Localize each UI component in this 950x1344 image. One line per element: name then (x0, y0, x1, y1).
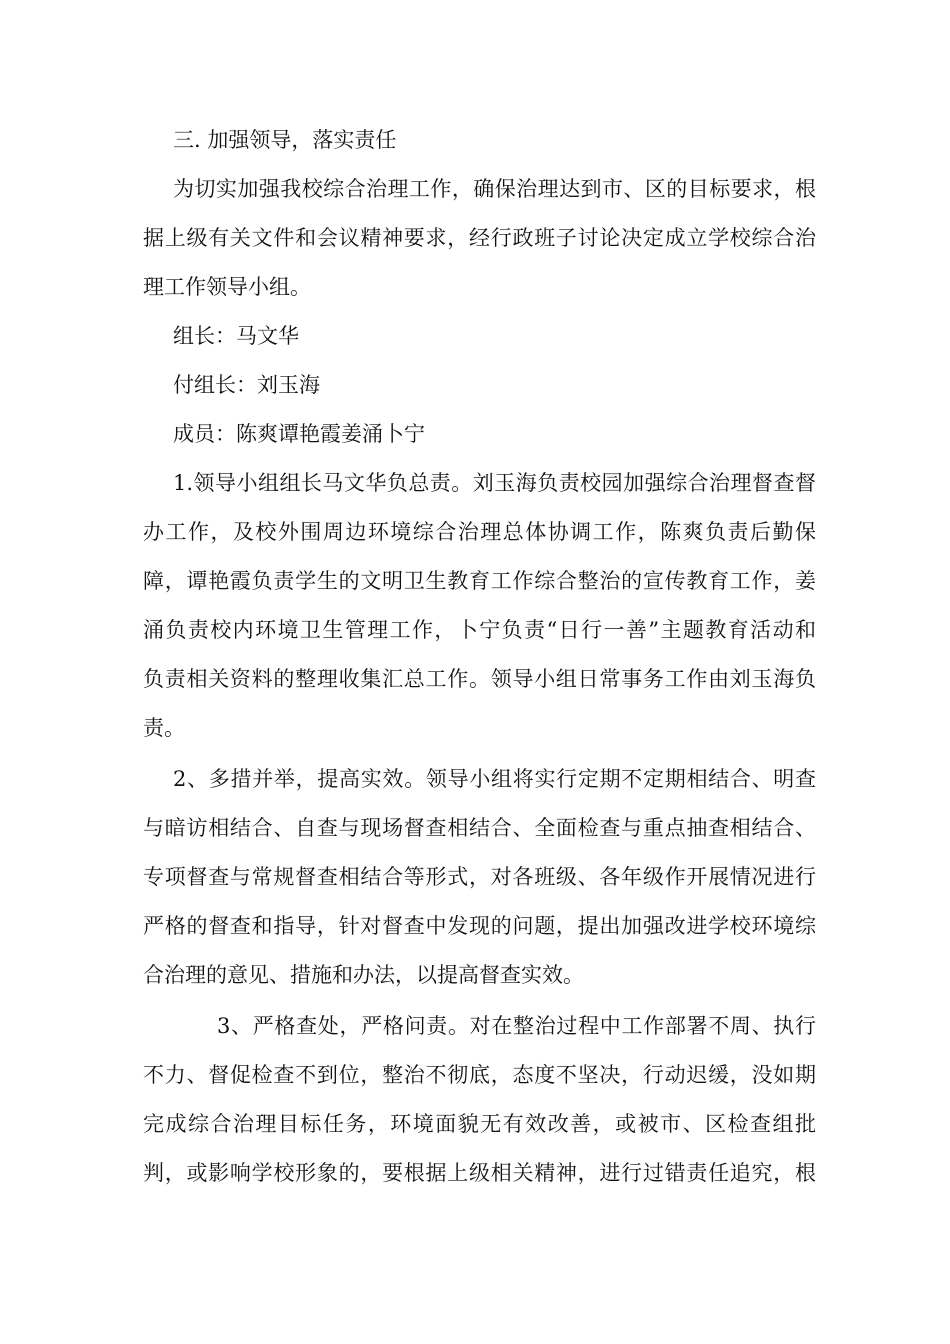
paragraph-line: 理工作领导小组。 (143, 275, 311, 299)
paragraph-line: 1.领导小组组长马文华负总责。刘玉海负责校园加强综合治理督查督 (173, 471, 816, 495)
team-leader-line: 组长：马文华 (173, 324, 299, 348)
paragraph-line: 合治理的意见、措施和办法，以提高督查实效。 (143, 963, 584, 987)
paragraph-line: 办工作，及校外围周边环境综合治理总体协调工作，陈爽负责后勤保 (143, 520, 816, 544)
paragraph-line: 责。 (143, 716, 185, 740)
paragraph-line: 与暗访相结合、自查与现场督查相结合、全面检查与重点抽查相结合、 (143, 816, 816, 840)
paragraph-line: 2、多措并举，提高实效。领导小组将实行定期不定期相结合、明查 (173, 767, 816, 791)
section-heading: 三. 加强领导，落实责任 (173, 128, 397, 152)
paragraph-line: 涌负责校内环境卫生管理工作，卜宁负责“日行一善”主题教育活动和 (143, 618, 816, 642)
paragraph-line: 完成综合治理目标任务，环境面貌无有效改善，或被市、区检查组批 (143, 1112, 816, 1136)
paragraph-line: 3、严格查处，严格问责。对在整治过程中工作部署不周、执行 (217, 1014, 816, 1038)
paragraph-line: 判，或影响学校形象的，要根据上级相关精神，进行过错责任追究，根 (143, 1161, 816, 1185)
paragraph-line: 不力、督促检查不到位，整治不彻底，态度不坚决，行动迟缓，没如期 (143, 1063, 816, 1087)
members-line: 成员：陈爽谭艳霞姜涌卜宁 (173, 422, 425, 446)
paragraph-line: 障，谭艳霞负责学生的文明卫生教育工作综合整治的宣传教育工作，姜 (143, 569, 816, 593)
paragraph-line: 专项督查与常规督查相结合等形式，对各班级、各年级作开展情况进行 (143, 865, 816, 889)
deputy-leader-line: 付组长：刘玉海 (173, 373, 320, 397)
paragraph-line: 为切实加强我校综合治理工作，确保治理达到市、区的目标要求，根 (173, 177, 816, 201)
paragraph-line: 据上级有关文件和会议精神要求，经行政班子讨论决定成立学校综合治 (143, 226, 816, 250)
paragraph-line: 严格的督查和指导，针对督查中发现的问题，提出加强改进学校环境综 (143, 914, 816, 938)
paragraph-line: 负责相关资料的整理收集汇总工作。领导小组日常事务工作由刘玉海负 (143, 667, 816, 691)
